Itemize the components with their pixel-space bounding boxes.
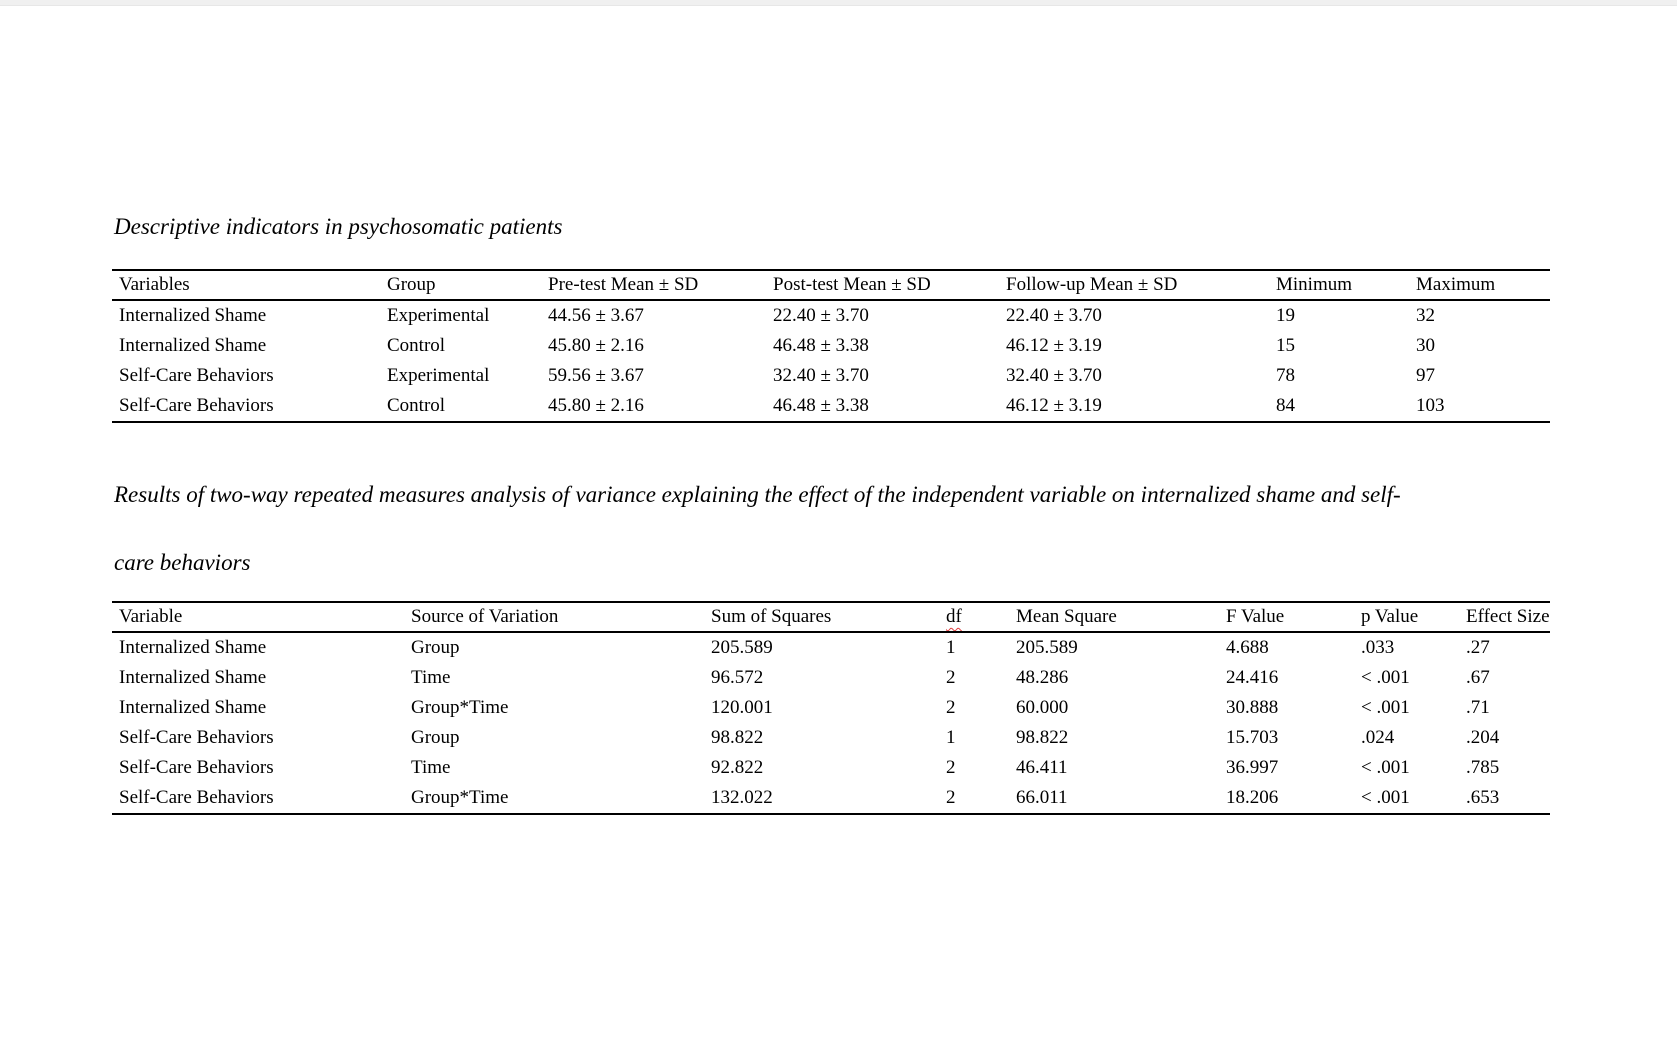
- table-cell: 19: [1276, 305, 1295, 326]
- table-cell: Self-Care Behaviors: [119, 365, 274, 386]
- table-cell: .785: [1466, 757, 1500, 778]
- anova-table-caption-line2: care behaviors: [114, 550, 251, 575]
- table-cell: 1: [946, 637, 956, 658]
- table-cell: 1: [946, 727, 956, 748]
- table-cell: 66.011: [1016, 787, 1068, 808]
- table-cell: 32.40 ± 3.70: [1006, 365, 1102, 386]
- table-row: [112, 361, 1550, 391]
- table-cell: 78: [1276, 365, 1295, 386]
- table-cell: 2: [946, 787, 956, 808]
- table-cell: 92.822: [711, 757, 764, 778]
- table-cell: Control: [387, 395, 446, 416]
- table-cell: Self-Care Behaviors: [119, 395, 274, 416]
- table-cell: 2: [946, 667, 956, 688]
- table-row: [112, 391, 1550, 422]
- table-cell: 46.411: [1016, 757, 1068, 778]
- table-cell: < .001: [1361, 667, 1410, 688]
- table-cell: 2: [946, 757, 956, 778]
- col-source: Source of Variation: [404, 602, 704, 632]
- table-cell: < .001: [1361, 787, 1410, 808]
- table-cell: 36.997: [1226, 757, 1279, 778]
- table-header-row: [112, 270, 1550, 300]
- table-cell: 22.40 ± 3.70: [773, 305, 869, 326]
- table-cell: .204: [1466, 727, 1500, 748]
- table-cell: 98.822: [711, 727, 764, 748]
- spellcheck-flagged-word[interactable]: df: [946, 606, 962, 627]
- table-cell: 32.40 ± 3.70: [773, 365, 869, 386]
- table-cell: 24.416: [1226, 667, 1279, 688]
- table-cell: 84: [1276, 395, 1295, 416]
- table-cell: Self-Care Behaviors: [119, 787, 274, 808]
- table-cell: Internalized Shame: [119, 637, 267, 658]
- page-top-edge: [0, 0, 1677, 6]
- col-variable: Variable: [112, 602, 404, 632]
- table-cell: 2: [946, 697, 956, 718]
- table-cell: Internalized Shame: [119, 667, 267, 688]
- table-cell: .71: [1466, 697, 1490, 718]
- table-row: [112, 783, 1550, 814]
- col-minimum: Minimum: [1269, 270, 1409, 300]
- col-variables: Variables: [112, 270, 380, 300]
- table-cell: 44.56 ± 3.67: [548, 305, 644, 326]
- col-pre-test: Pre-test Mean ± SD: [541, 270, 766, 300]
- table-cell: .67: [1466, 667, 1490, 688]
- table-cell: Internalized Shame: [119, 697, 267, 718]
- col-sum-of-squares: Sum of Squares: [704, 602, 939, 632]
- table-cell: Control: [387, 335, 446, 356]
- table-cell: 96.572: [711, 667, 764, 688]
- table-cell: 59.56 ± 3.67: [548, 365, 644, 386]
- table-cell: Experimental: [387, 305, 490, 326]
- col-effect-size: Effect Size: [1459, 602, 1550, 632]
- table-cell: 48.286: [1016, 667, 1069, 688]
- col-maximum: Maximum: [1409, 270, 1550, 300]
- table-row: [112, 693, 1550, 723]
- table-cell: < .001: [1361, 697, 1410, 718]
- table-cell: 30.888: [1226, 697, 1279, 718]
- table-cell: Group: [411, 727, 460, 748]
- table-cell: 4.688: [1226, 637, 1269, 658]
- table-row: [112, 300, 1550, 331]
- table-cell: .653: [1466, 787, 1500, 808]
- table-row: [112, 723, 1550, 753]
- descriptive-statistics-table: [112, 269, 1550, 423]
- table-cell: 103: [1416, 395, 1445, 416]
- table-cell: 46.48 ± 3.38: [773, 395, 869, 416]
- anova-table-caption-line1: Results of two-way repeated measures analysis of variance explaining the effect of the independent variable on internalized shame and self-: [114, 482, 1401, 507]
- table-cell: 18.206: [1226, 787, 1279, 808]
- col-p-value: p Value: [1354, 602, 1459, 632]
- table-cell: 205.589: [1016, 637, 1078, 658]
- table-cell: 15: [1276, 335, 1295, 356]
- table-cell: 45.80 ± 2.16: [548, 395, 644, 416]
- anova-results-table: [112, 601, 1550, 815]
- col-follow-up: Follow-up Mean ± SD: [999, 270, 1269, 300]
- table-row: [112, 663, 1550, 693]
- table-cell: 46.12 ± 3.19: [1006, 335, 1102, 356]
- table-cell: Internalized Shame: [119, 335, 267, 356]
- table-cell: 120.001: [711, 697, 773, 718]
- table-cell: Group*Time: [411, 787, 509, 808]
- col-mean-square: Mean Square: [1009, 602, 1219, 632]
- table-cell: 97: [1416, 365, 1435, 386]
- table-cell: 46.12 ± 3.19: [1006, 395, 1102, 416]
- table-cell: 60.000: [1016, 697, 1069, 718]
- col-group: Group: [380, 270, 541, 300]
- table-cell: Internalized Shame: [119, 305, 267, 326]
- col-post-test: Post-test Mean ± SD: [766, 270, 999, 300]
- table-cell: 98.822: [1016, 727, 1069, 748]
- table-cell: .033: [1361, 637, 1395, 658]
- table-cell: 132.022: [711, 787, 773, 808]
- table-cell: Self-Care Behaviors: [119, 727, 274, 748]
- table-cell: Group*Time: [411, 697, 509, 718]
- table-cell: < .001: [1361, 757, 1410, 778]
- table-cell: 32: [1416, 305, 1435, 326]
- table-cell: 205.589: [711, 637, 773, 658]
- table-cell: .27: [1466, 637, 1490, 658]
- col-df: [939, 602, 1009, 632]
- table-cell: Time: [411, 757, 451, 778]
- table-row: [112, 632, 1550, 663]
- table-row: [112, 753, 1550, 783]
- table-row: [112, 331, 1550, 361]
- table-header-row: [112, 602, 1550, 632]
- table-cell: 22.40 ± 3.70: [1006, 305, 1102, 326]
- table-cell: Experimental: [387, 365, 490, 386]
- table-cell: .024: [1361, 727, 1395, 748]
- table-cell: 30: [1416, 335, 1435, 356]
- table-cell: Group: [411, 637, 460, 658]
- table-cell: 15.703: [1226, 727, 1279, 748]
- table-cell: 46.48 ± 3.38: [773, 335, 869, 356]
- col-f-value: F Value: [1219, 602, 1354, 632]
- table-cell: Time: [411, 667, 451, 688]
- table-cell: 45.80 ± 2.16: [548, 335, 644, 356]
- table-cell: Self-Care Behaviors: [119, 757, 274, 778]
- descriptive-table-caption: Descriptive indicators in psychosomatic patients: [114, 214, 563, 239]
